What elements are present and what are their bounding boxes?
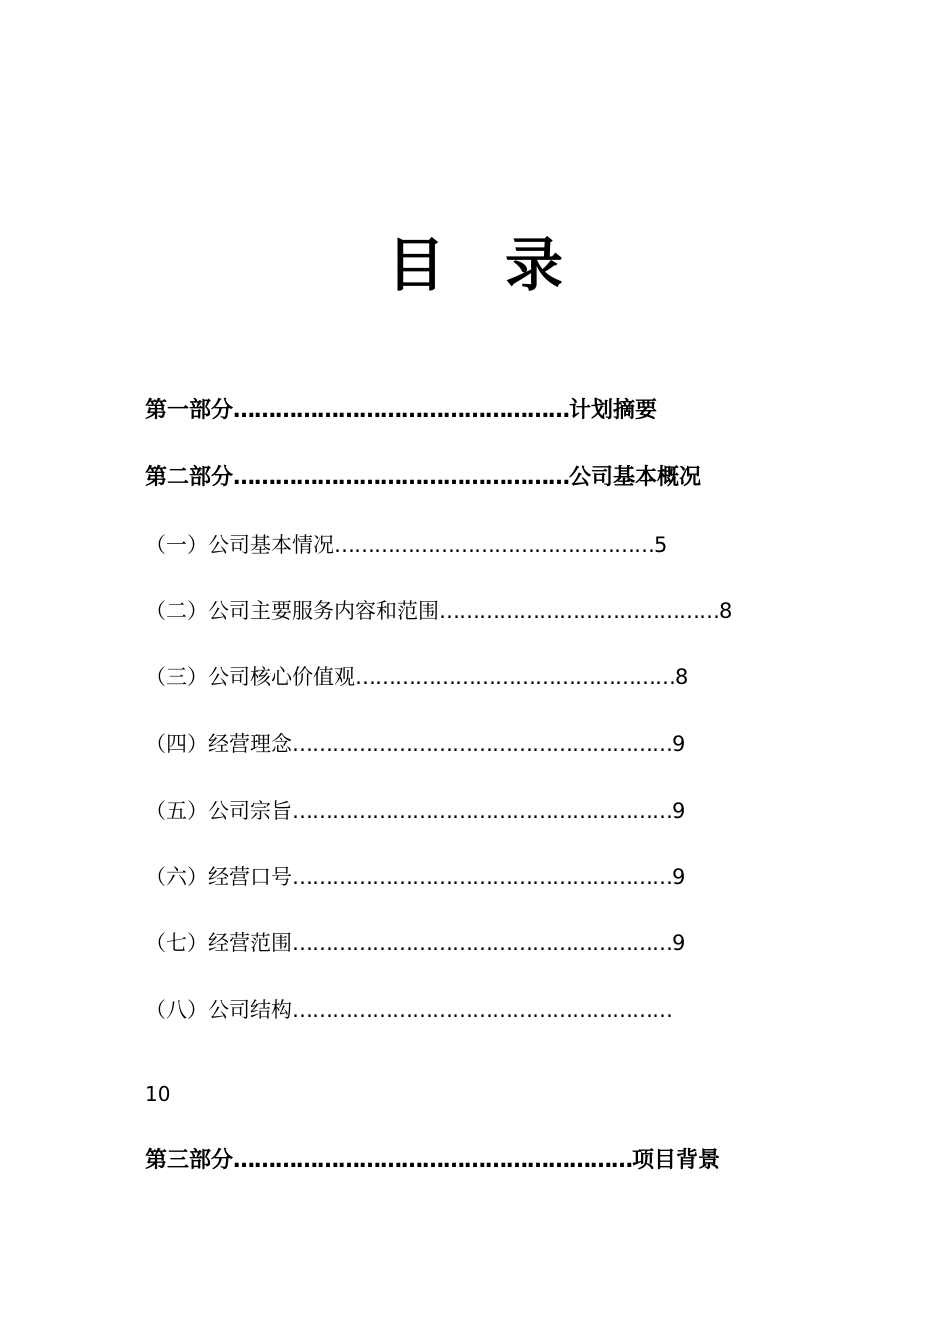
toc-item-page: 9 xyxy=(672,931,686,955)
toc-item[interactable] xyxy=(145,794,685,828)
toc-overflow-page-number: 10 xyxy=(145,1082,171,1106)
toc-item-leader: ………………………………………… xyxy=(355,665,675,689)
toc-item-label: （五）公司宗旨 xyxy=(145,799,292,823)
toc-item-label: （三）公司核心价值观 xyxy=(145,665,355,689)
toc-item-page: 9 xyxy=(672,799,686,823)
toc-item[interactable] xyxy=(145,660,688,694)
toc-item-leader: ………………………………………………… xyxy=(292,732,672,756)
toc-item-leader: ………………………………………………… xyxy=(292,865,672,889)
toc-item[interactable] xyxy=(145,926,685,960)
toc-item[interactable] xyxy=(145,594,732,628)
toc-item-label: （二）公司主要服务内容和范围 xyxy=(145,599,439,623)
toc-part-1-target: 计划摘要 xyxy=(569,398,658,423)
toc-item-leader: ………………………………………………… xyxy=(292,931,672,955)
toc-part-3[interactable] xyxy=(145,1144,720,1178)
toc-part-2-label: 第二部分 xyxy=(145,465,234,490)
toc-item-leader: ………………………………………………… xyxy=(292,799,672,823)
toc-item-page: 8 xyxy=(719,599,733,623)
toc-item-label: （一）公司基本情况 xyxy=(145,533,334,557)
toc-item-leader: …………………………………… xyxy=(439,599,719,623)
toc-item-label: （四）经营理念 xyxy=(145,732,292,756)
toc-item[interactable] xyxy=(145,993,672,1027)
toc-item[interactable] xyxy=(145,860,685,894)
toc-part-2-leader: ………………………………………… xyxy=(233,465,570,490)
toc-item[interactable] xyxy=(145,528,667,562)
toc-part-3-leader: ………………………………………………… xyxy=(233,1148,633,1173)
toc-title xyxy=(0,228,950,302)
toc-part-1-leader: ………………………………………… xyxy=(233,398,570,423)
toc-item-page: 5 xyxy=(654,533,668,557)
toc-part-1[interactable] xyxy=(145,394,657,428)
toc-part-3-label: 第三部分 xyxy=(145,1148,234,1173)
toc-part-2-target: 公司基本概况 xyxy=(569,465,702,490)
toc-item-page: 9 xyxy=(672,732,686,756)
toc-part-3-target: 项目背景 xyxy=(632,1148,721,1173)
toc-item-label: （六）经营口号 xyxy=(145,865,292,889)
toc-item-page: 8 xyxy=(675,665,689,689)
toc-title-char-2: 录 xyxy=(505,231,564,299)
toc-item-leader: ………………………………………………… xyxy=(292,998,672,1022)
toc-item-label: （七）经营范围 xyxy=(145,931,292,955)
toc-part-1-label: 第一部分 xyxy=(145,398,234,423)
toc-item-label: （八）公司结构 xyxy=(145,998,292,1022)
toc-title-char-1: 目 xyxy=(386,231,445,299)
toc-item-page: 9 xyxy=(672,865,686,889)
toc-item-leader: ………………………………………… xyxy=(334,533,654,557)
toc-part-2[interactable] xyxy=(145,461,701,495)
toc-item[interactable] xyxy=(145,727,685,761)
